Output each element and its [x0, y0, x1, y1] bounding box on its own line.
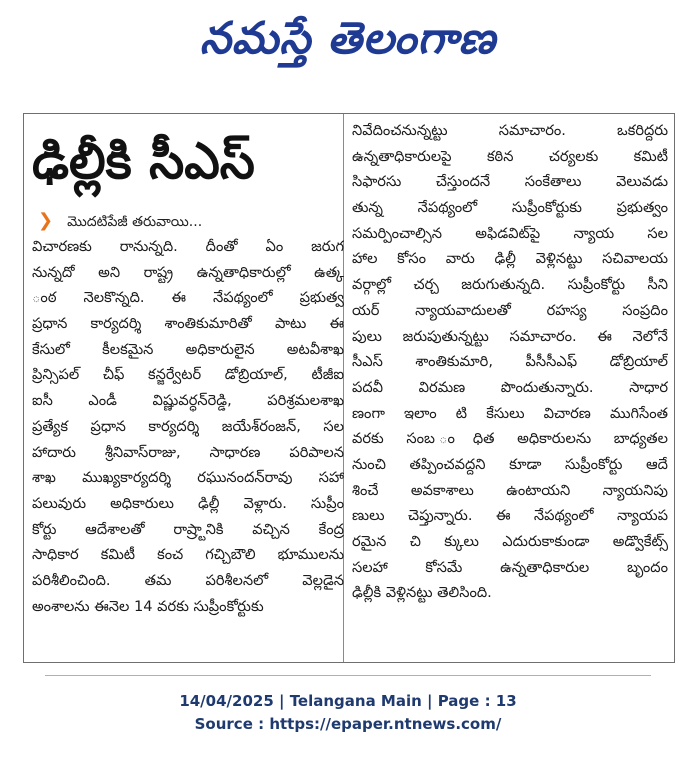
article-headline: ఢిల్లీకి సీఎస్ [32, 132, 255, 190]
newspaper-logo: నమస్తే తెలంగాణ [199, 13, 497, 64]
source-link[interactable]: Source : https://epaper.ntnews.com/ [194, 715, 502, 733]
text-line: ఐసీ ఎండీ విష్ణువర్ధన్‌రెడ్డి, పరిశ్రమలశాఖ [32, 392, 344, 410]
text-line: ంఠ నెలకొన్నది. ఈ నేపథ్యంలో ప్రభుత్వ [32, 289, 344, 307]
text-line: కోర్టు ఆదేశాలతో రాష్ర్టానికి వచ్చిన కేంద్ర [32, 520, 344, 538]
text-line: ఉన్నతాధికారులపై కఠిన చర్యలకు కమిటీ [352, 147, 668, 165]
edition-info: 14/04/2025 | Telangana Main | Page : 13 [179, 692, 517, 710]
text-line: యర్ న్యాయవాదులతో రహస్య సంప్రదిం [352, 301, 668, 319]
text-line: సమర్పించాల్సిన అఫిడవిట్‌పై న్యాయ సల [352, 224, 668, 242]
left-column-text [32, 234, 344, 619]
chevron-right-icon: ❯ [38, 210, 54, 231]
text-line: హాల కోసం వారు ఢిల్లీ వెళ్లినట్టు సచివాలయ [352, 250, 668, 268]
text-line: నివేదించనున్నట్టు సమాచారం. ఒకరిద్దరు [352, 122, 668, 139]
text-line: సీఎస్ శాంతికుమారి, పీసీసీఎఫ్ డోబ్రియాల్ [352, 353, 668, 371]
text-line: హాదారు శ్రీనివాస్‌రాజు, సాధారణ పరిపాలన [32, 443, 344, 461]
text-line: శించే అవకాశాలు ఉంటాయని న్యాయనిపు [352, 481, 668, 499]
text-line: సాధికార కమిటీ కంచ గచ్చిబౌలి భూములను [32, 546, 344, 564]
text-line: అంశాలను ఈనెల 14 వరకు సుప్రీంకోర్టుకు [32, 597, 264, 615]
text-line: నున్నదో అని రాష్ట్ర ఉన్నతాధికారుల్లో ఉత్క [32, 263, 344, 281]
article-right-column [344, 114, 674, 662]
continuation-note [38, 210, 338, 232]
continuation-label: మొదటిపేజీ తరువాయి... [67, 214, 203, 230]
text-line: ప్రత్యేక ప్రధాన కార్యదర్శి జయేశ్‌రంజన్, సల [32, 417, 344, 435]
masthead [0, 6, 696, 72]
text-line: కేసులో కీలకమైన అధికారులైన అటవీశాఖ [32, 340, 344, 358]
text-line: విచారణకు రానున్నది. దీంతో ఏం జరుగ [32, 238, 344, 255]
text-line: పదవీ విరమణ పొందుతున్నారు. సాధార [352, 378, 668, 396]
text-line: పులు జరుపుతున్నట్టు సమాచారం. ఈ నెలోనే [352, 327, 668, 345]
text-line: వర్గాల్లో చర్చ జరుగుతున్నది. సుప్రీంకోర్టు సీని [352, 276, 668, 294]
text-line: ప్రధాన కార్యదర్శి శాంతికుమారితో పాటు ఈ [32, 315, 344, 333]
text-line: తున్న నేపథ్యంలో సుప్రీంకోర్టుకు ప్రభుత్వం [352, 199, 668, 217]
text-line: నుంచి తప్పించవద్దని కూడా సుప్రీంకోర్టు ఆదే [352, 455, 668, 473]
source-footer [0, 690, 696, 736]
text-line: పలువురు అధికారులు ఢిల్లీ వెళ్లారు. సుప్రీం [32, 494, 344, 512]
text-line: ణంగా ఇలాం టి కేసులు విచారణ ముగిసేంత [352, 404, 668, 422]
footer-divider [45, 675, 651, 676]
text-line: సలహా కోసమే ఉన్నతాధికారుల బృందం [352, 558, 668, 576]
text-line: సిఫారసు చేస్తుందనే సంకేతాలు వెలువడు [352, 173, 668, 191]
text-line: రమైన చి క్కులు ఎదురుకాకుండా అడ్వొకేట్స్ [352, 533, 668, 550]
right-column-text [352, 118, 668, 606]
text-line: శాఖ ముఖ్యకార్యదర్శి రఘునందన్‌రావు సహా [32, 469, 344, 487]
article-clipping [23, 113, 675, 663]
text-line: ప్రిన్సిపల్ చీఫ్ కన్జర్వేటర్ డోబ్రియాల్, టీజీఐ [32, 366, 344, 384]
text-line: ఢిల్లీకి వెళ్లినట్టు తెలిసింది. [352, 584, 492, 602]
text-line: పరిశీలించింది. తమ పరిశీలనలో వెల్లడైన [32, 571, 344, 589]
article-left-column [24, 114, 344, 662]
text-line: ణులు చెప్తున్నారు. ఈ నేపథ్యంలో న్యాయప [352, 507, 668, 525]
text-line: వరకు సంబ ంధిత అధికారులను బాధ్యతల [352, 430, 668, 448]
